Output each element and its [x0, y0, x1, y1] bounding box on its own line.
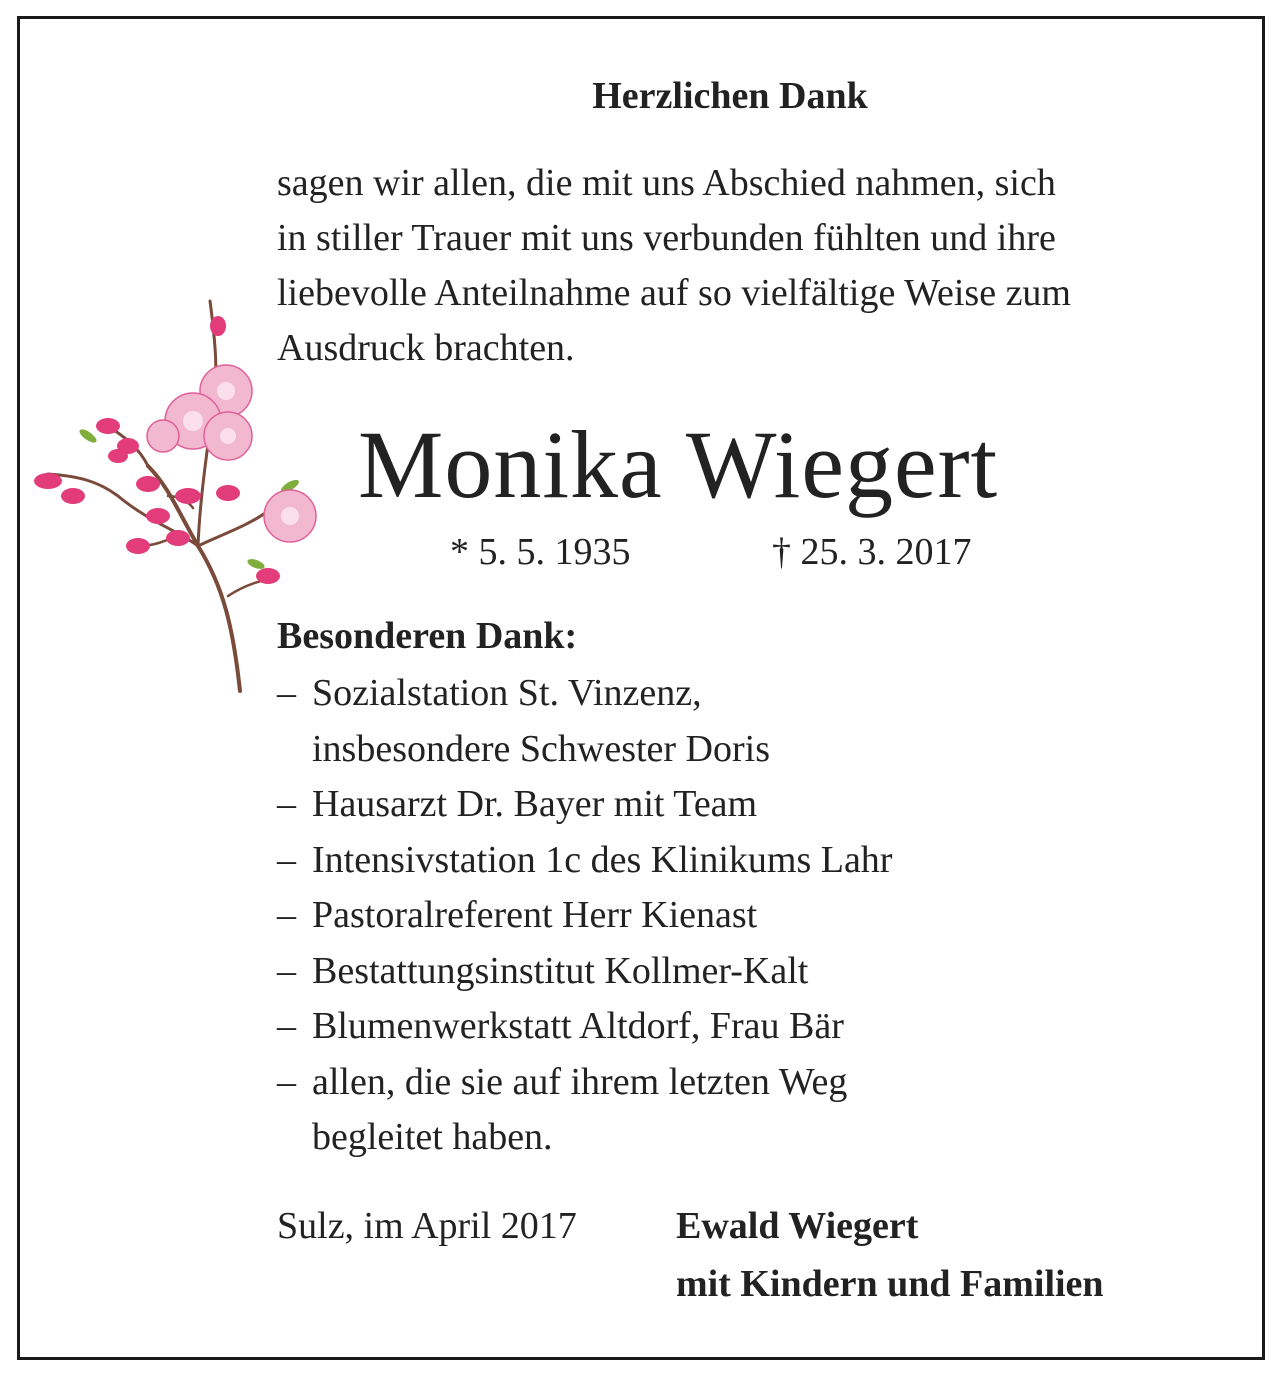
- intro-line: Ausdruck brachten.: [277, 327, 575, 369]
- list-item-text: allen, die sie auf ihrem letzten Weg: [312, 1060, 848, 1103]
- intro-line: in stiller Trauer mit uns verbunden fühlten und ihre: [277, 217, 1056, 259]
- place-date: Sulz, im April 2017: [277, 1205, 577, 1247]
- list-item: [277, 999, 892, 1055]
- list-item: [277, 833, 892, 889]
- birth-date: * 5. 5. 1935: [450, 531, 631, 573]
- special-thanks-heading: Besonderen Dank:: [277, 615, 578, 657]
- intro-text: [277, 156, 1071, 376]
- list-item-text: Blumenwerkstatt Altdorf, Frau Bär: [312, 1005, 844, 1047]
- thanks-list: [277, 666, 892, 1166]
- list-item-text: Bestattungsinstitut Kollmer-Kalt: [312, 949, 809, 992]
- list-dash: –: [277, 894, 296, 936]
- list-item-text: Intensivstation 1c des Klinikums Lahr: [312, 838, 893, 881]
- list-item: [277, 1055, 892, 1166]
- list-item: [277, 777, 892, 833]
- heading: Herzlichen Dank: [592, 75, 868, 117]
- list-item-text: insbesondere Schwester Doris: [312, 727, 771, 770]
- list-dash: –: [277, 672, 296, 714]
- list-dash: –: [277, 783, 296, 825]
- list-item-text: Sozialstation St. Vinzenz,: [312, 672, 702, 714]
- list-item: [277, 888, 892, 944]
- list-item: [277, 666, 892, 777]
- list-item-text: Pastoralreferent Herr Kienast: [312, 894, 758, 936]
- signature-name: Ewald Wiegert: [676, 1205, 919, 1247]
- intro-line: sagen wir allen, die mit uns Abschied nahmen, sich: [277, 162, 1056, 204]
- list-item-text: begleitet haben.: [312, 1116, 553, 1158]
- deceased-name: Monika Wiegert: [358, 411, 999, 518]
- list-dash: –: [277, 838, 296, 881]
- list-dash: –: [277, 1060, 296, 1103]
- death-date: † 25. 3. 2017: [772, 531, 972, 573]
- list-item: [277, 944, 892, 1000]
- intro-line: liebevolle Anteilnahme auf so vielfältige Weise zum: [277, 272, 1071, 314]
- list-dash: –: [277, 949, 296, 992]
- signature-family: mit Kindern und Familien: [676, 1263, 1104, 1305]
- list-item-text: Hausarzt Dr. Bayer mit Team: [312, 783, 758, 825]
- list-dash: –: [277, 1005, 296, 1047]
